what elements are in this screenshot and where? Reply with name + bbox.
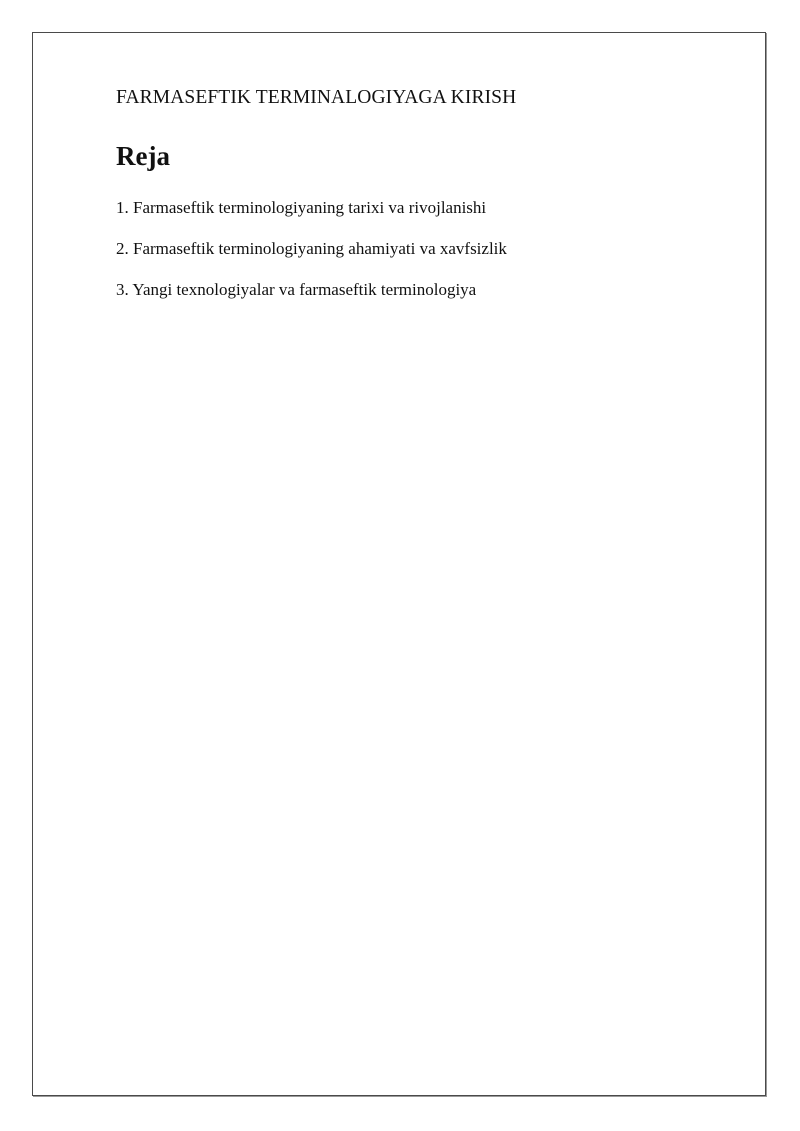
document-page	[32, 32, 766, 1096]
plan-heading: Reja	[116, 141, 170, 171]
plan-list	[116, 197, 705, 301]
plan-item: 2. Farmaseftik terminologiyaning ahamiyati va xavfsizlik	[116, 239, 507, 258]
page-content	[116, 85, 705, 320]
plan-item: 1. Farmaseftik terminologiyaning tarixi va rivojlanishi	[116, 198, 487, 217]
document-title: FARMASEFTIK TERMINALOGIYAGA KIRISH	[116, 87, 517, 108]
plan-item: 3. Yangi texnologiyalar va farmaseftik terminologiya	[116, 280, 477, 299]
